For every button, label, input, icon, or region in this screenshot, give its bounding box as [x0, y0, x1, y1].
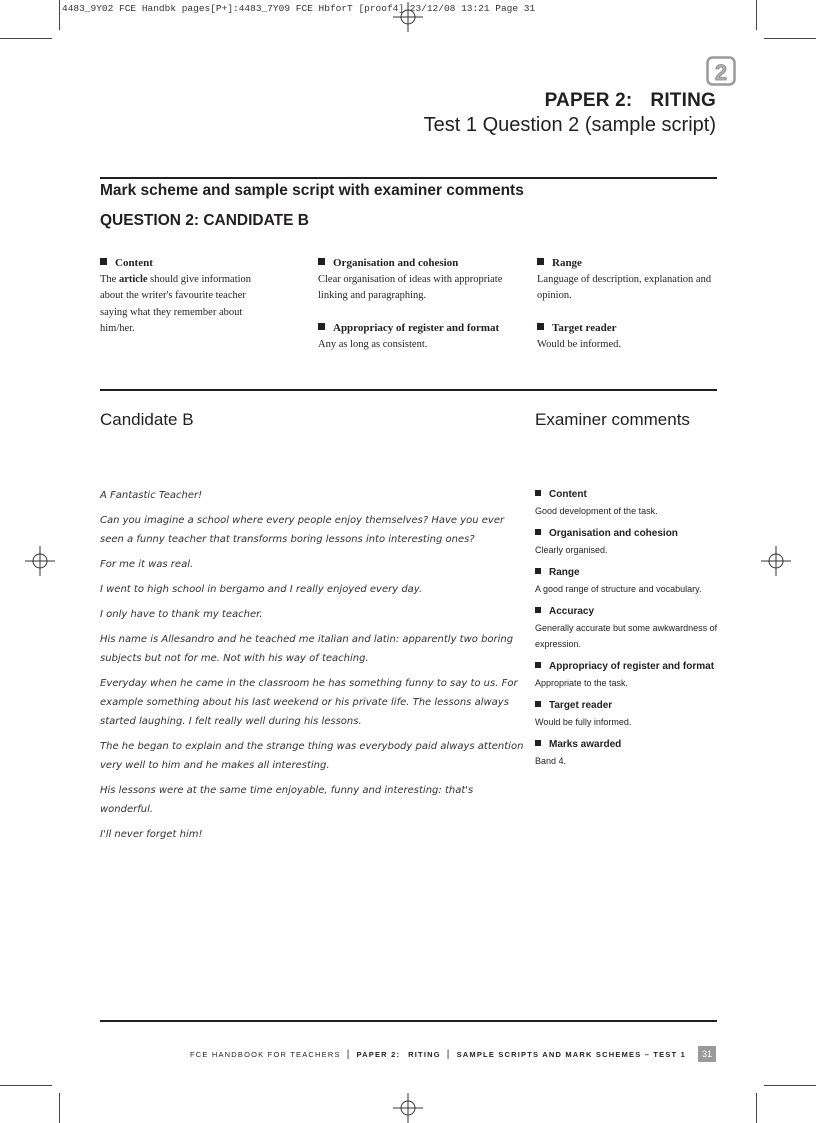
examiner-comments	[535, 487, 725, 776]
examiner-item	[535, 604, 725, 652]
examiner-item-text: Band 4.	[535, 756, 567, 766]
registration-mark-icon	[761, 546, 791, 576]
examiner-item-title: Target reader	[549, 700, 613, 711]
divider	[100, 177, 717, 179]
ms-appropriacy-text: Any as long as consistent.	[318, 338, 428, 350]
examiner-item-text: A good range of structure and vocabulary.	[535, 584, 702, 594]
bullet-square-icon	[535, 607, 541, 613]
examiner-item-title: Appropriacy of register and format	[549, 661, 715, 672]
ms-organisation	[318, 255, 508, 305]
script-paragraph: His name is Allesandro and he teached me italian and latin: apparently two boring subjects but not for me. Not with his way of teaching.	[100, 634, 514, 664]
bullet-square-icon	[535, 662, 541, 668]
paper-label: PAPER 2:	[544, 90, 633, 111]
section-number-badge	[706, 56, 736, 86]
page-footer	[190, 1046, 716, 1062]
examiner-item	[535, 565, 725, 597]
section-number: 2	[714, 60, 728, 85]
bullet-square-icon	[318, 258, 325, 265]
script-paragraph: For me it was real.	[100, 559, 194, 570]
ms-target-reader	[537, 320, 712, 353]
candidate-script	[100, 486, 525, 850]
script-paragraph: A Fantastic Teacher!	[100, 490, 203, 501]
ms-content-text: The article should give information about the writer's favourite teacher saying what they remember about him/her.	[100, 273, 252, 334]
footer-book: FCE HANDBOOK FOR TEACHERS	[189, 1049, 341, 1059]
bullet-square-icon	[535, 701, 541, 707]
bullet-square-icon	[535, 529, 541, 535]
ms-organisation-text: Clear organisation of ideas with appropriate linking and paragraphing.	[318, 273, 503, 301]
ms-content-title: Content	[115, 257, 153, 269]
mark-scheme-heading: Mark scheme and sample script with examiner comments	[100, 182, 524, 199]
examiner-item	[535, 698, 725, 730]
bullet-square-icon	[535, 568, 541, 574]
bullet-square-icon	[537, 258, 544, 265]
footer-separator: |	[446, 1048, 451, 1060]
bullet-square-icon	[537, 323, 544, 330]
examiner-item-text: Would be fully informed.	[535, 717, 632, 727]
ms-organisation-title: Organisation and cohesion	[333, 257, 459, 269]
script-paragraph: I only have to thank my teacher.	[100, 609, 263, 620]
question-heading: QUESTION 2: CANDIDATE B	[100, 212, 309, 229]
examiner-item-text: Good development of the task.	[535, 506, 658, 516]
page-subtitle: Test 1 Question 2 (sample script)	[423, 114, 716, 136]
bullet-square-icon	[318, 323, 325, 330]
ms-target-reader-title: Target reader	[552, 322, 617, 334]
examiner-item-title: Range	[549, 567, 580, 578]
examiner-item-text: Clearly organised.	[535, 545, 608, 555]
registration-mark-icon	[393, 1093, 423, 1123]
script-paragraph: Can you imagine a school where every people enjoy themselves? Have you ever seen a funny teacher that transforms boring lessons into interesting ones?	[100, 515, 505, 545]
examiner-item-text: Appropriate to the task.	[535, 678, 629, 688]
crop-mark	[0, 38, 52, 39]
examiner-item	[535, 526, 725, 558]
script-paragraph: I'll never forget him!	[100, 829, 203, 840]
examiner-item-title: Marks awarded	[549, 739, 622, 750]
ms-appropriacy-title: Appropriacy of register and format	[333, 322, 500, 334]
candidate-heading: Candidate B	[100, 410, 194, 429]
registration-mark-icon	[25, 546, 55, 576]
examiner-item-title: Accuracy	[549, 606, 595, 617]
bullet-square-icon	[535, 490, 541, 496]
examiner-item	[535, 737, 725, 769]
script-paragraph: I went to high school in bergamo and I really enjoyed every day.	[100, 584, 423, 595]
examiner-heading: Examiner comments	[535, 410, 690, 429]
paper-name: RITING	[650, 90, 716, 111]
page-number: 31	[698, 1046, 716, 1062]
bullet-square-icon	[535, 740, 541, 746]
crop-mark	[764, 38, 816, 39]
ms-content	[100, 255, 275, 338]
crop-mark	[59, 1093, 60, 1123]
examiner-item-title: Organisation and cohesion	[549, 528, 678, 539]
bullet-square-icon	[100, 258, 107, 265]
examiner-item-title: Content	[549, 489, 587, 500]
registration-mark-icon	[393, 2, 423, 32]
crop-mark	[59, 0, 60, 30]
print-slug: 4483_9Y02 FCE Handbk pages[P+]:4483_7Y09 FCE HbforT [proof4] 23/12/08 13:21 Page 31	[62, 3, 536, 14]
ms-range-title: Range	[552, 257, 582, 269]
crop-mark	[756, 0, 757, 30]
crop-mark	[756, 1093, 757, 1123]
script-paragraph: Everyday when he came in the classroom he has something funny to say to us. For example something about his last weekend or his private life. The lessons always started laughing. I felt really well during his lessons.	[100, 678, 518, 727]
ms-appropriacy	[318, 320, 508, 353]
script-paragraph: The he began to explain and the strange thing was everybody paid always attention very well to him and he makes all interesting.	[100, 741, 524, 771]
ms-range-text: Language of description, explanation and opinion.	[537, 273, 712, 301]
footer-paper: PAPER 2:	[356, 1049, 401, 1059]
footer-section: SAMPLE SCRIPTS AND MARK SCHEMES – TEST 1	[456, 1049, 686, 1059]
crop-mark	[764, 1085, 816, 1086]
crop-mark	[0, 1085, 52, 1086]
divider	[100, 1020, 717, 1022]
footer-paper-name: RITING	[408, 1049, 441, 1059]
examiner-item	[535, 487, 725, 519]
ms-target-reader-text: Would be informed.	[537, 338, 622, 350]
paper-title	[545, 90, 716, 112]
script-paragraph: His lessons were at the same time enjoyable, funny and interesting: that's wonderful.	[100, 785, 474, 815]
examiner-item-text: Generally accurate but some awkwardness of expression.	[535, 623, 718, 649]
ms-range	[537, 255, 712, 305]
footer-separator: |	[346, 1048, 351, 1060]
examiner-item	[535, 659, 725, 691]
divider	[100, 389, 717, 391]
